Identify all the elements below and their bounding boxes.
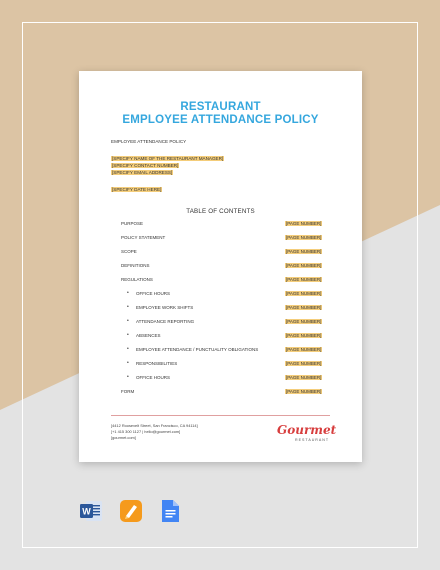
toc-label: ABSENCES <box>136 333 161 338</box>
gourmet-logo-sub: RESTAURANT <box>295 438 330 442</box>
footer-divider <box>111 415 330 416</box>
toc-row <box>79 277 362 285</box>
toc-page-number: [PAGE NUMBER] <box>286 277 322 282</box>
placeholder-date: [SPECIFY DATE HERE] <box>112 187 162 192</box>
pages-icon[interactable] <box>119 499 143 523</box>
toc-row <box>79 221 362 229</box>
document-page <box>79 71 362 462</box>
toc-label: SCOPE <box>121 249 137 254</box>
toc-label: EMPLOYEE WORK SHIFTS <box>136 305 194 310</box>
toc-page-number: [PAGE NUMBER] <box>286 235 322 240</box>
footer-address: [4412 Roosevelt Street, San Francisco, CA 94114] <box>111 423 198 428</box>
placeholder-manager: [SPECIFY NAME OF THE RESTAURANT MANAGER] <box>112 156 224 161</box>
footer-contact: [+1 415 300 1127 | hello@gourmet.com] <box>111 429 181 434</box>
toc-page-number: [PAGE NUMBER] <box>286 361 322 366</box>
gourmet-logo: Gourmet <box>277 423 337 437</box>
toc-row <box>79 319 362 327</box>
svg-text:W: W <box>82 506 91 517</box>
toc-label: OFFICE HOURS <box>136 291 171 296</box>
toc-label: ATTENDANCE REPORTING <box>136 319 195 324</box>
document-title-line1: RESTAURANT <box>180 101 261 113</box>
google-docs-icon[interactable] <box>158 499 182 523</box>
toc-row <box>79 249 362 257</box>
toc-row <box>79 291 362 299</box>
toc-page-number: [PAGE NUMBER] <box>286 333 322 338</box>
toc-bullet: • <box>127 332 129 338</box>
toc-label: POLICY STATEMENT <box>121 235 166 240</box>
toc-bullet: • <box>127 290 129 296</box>
toc-label: RESPONSIBILITIES <box>136 361 178 366</box>
toc-bullet: • <box>127 318 129 324</box>
toc-row <box>79 347 362 355</box>
toc-page-number: [PAGE NUMBER] <box>286 305 322 310</box>
toc-label: FORM <box>121 389 135 394</box>
placeholder-contact: [SPECIFY CONTACT NUMBER] <box>112 163 179 168</box>
placeholder-email: [SPECIFY EMAIL ADDRESS] <box>112 170 173 175</box>
word-icon[interactable] <box>79 499 103 523</box>
toc-label: REGULATIONS <box>121 277 153 282</box>
toc-bullet: • <box>127 346 129 352</box>
toc-row <box>79 333 362 341</box>
toc-label: EMPLOYEE ATTENDANCE / PUNCTUALITY OBLIGATIONS <box>136 347 259 352</box>
toc-row <box>79 305 362 313</box>
toc-label: DEFINITIONS <box>121 263 150 268</box>
toc-row <box>79 263 362 271</box>
toc-page-number: [PAGE NUMBER] <box>286 263 322 268</box>
toc-row <box>79 389 362 397</box>
document-title-line2: EMPLOYEE ATTENDANCE POLICY <box>122 114 319 126</box>
footer-website: [gourmet.com] <box>111 435 136 440</box>
toc-page-number: [PAGE NUMBER] <box>286 221 322 226</box>
toc-page-number: [PAGE NUMBER] <box>286 389 322 394</box>
toc-title: TABLE OF CONTENTS <box>186 208 255 215</box>
toc-bullet: • <box>127 360 129 366</box>
document-subtitle: EMPLOYEE ATTENDANCE POLICY <box>111 139 187 144</box>
toc-row <box>79 361 362 369</box>
toc-label: OFFICE HOURS <box>136 375 171 380</box>
toc-page-number: [PAGE NUMBER] <box>286 291 322 296</box>
toc-page-number: [PAGE NUMBER] <box>286 347 322 352</box>
toc-row <box>79 375 362 383</box>
toc-page-number: [PAGE NUMBER] <box>286 249 322 254</box>
toc-page-number: [PAGE NUMBER] <box>286 319 322 324</box>
toc-row <box>79 235 362 243</box>
toc-page-number: [PAGE NUMBER] <box>286 375 322 380</box>
toc-label: PURPOSE <box>121 221 144 226</box>
toc-bullet: • <box>127 304 129 310</box>
toc-bullet: • <box>127 374 129 380</box>
